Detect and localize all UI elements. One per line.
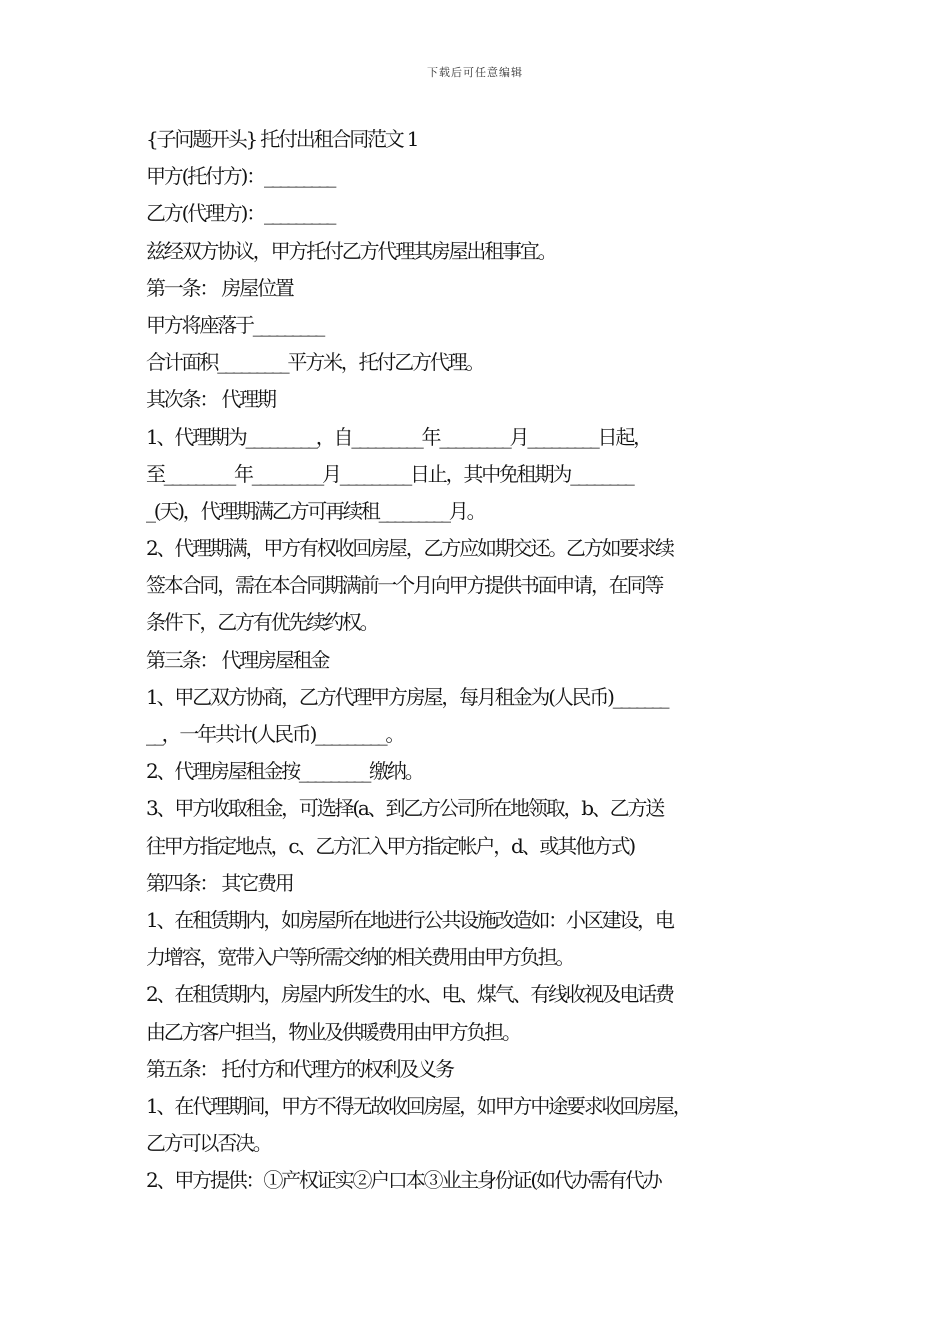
text-line: 乙方可以否决。	[146, 1131, 271, 1156]
text-line: 1、在代理期间，甲方不得无故收回房屋，如甲方中途要求收回房屋，	[146, 1093, 691, 1118]
text-line: 2、甲方提供：①产权证实②户口本③业主身份证(如代办需有代办	[146, 1168, 661, 1193]
party-b-line: 乙方(代理方)：_________	[146, 201, 335, 226]
text-line: 至_________年_________月_________日止，其中免租期为________	[146, 461, 633, 486]
text-line: 1、在租赁期内，如房屋所在地进行公共设施改造如：小区建设，电	[146, 907, 673, 932]
text-line: 往甲方指定地点，c、乙方汇入甲方指定帐户，d、或其他方式)	[146, 833, 635, 858]
text-line: 力增容，宽带入户等所需交纳的相关费用由甲方负担。	[146, 945, 574, 970]
text-line: 甲方将座落于_________	[146, 312, 323, 337]
text-line: _(天)，代理期满乙方可再续租_________月。	[146, 498, 485, 523]
article-heading: 第三条： 代理房屋租金	[146, 647, 329, 672]
text-line: 1、代理期为_________，自_________年_________月_________日起，	[146, 424, 651, 449]
contract-body	[146, 121, 826, 1199]
text-line: 2、代理房屋租金按_________缴纳。	[146, 759, 423, 784]
text-line: 2、代理期满，甲方有权收回房屋，乙方应如期交还。乙方如要求续	[146, 536, 673, 561]
article-heading: 其次条： 代理期	[146, 387, 275, 412]
text-line: __，一年共计(人民币)_________。	[146, 722, 404, 746]
article-heading: 第一条： 房屋位置	[146, 275, 293, 300]
text-line: 3、甲方收取租金，可选择(a、到乙方公司所在地领取，b、乙方送	[146, 796, 664, 821]
text-line: 合计面积_________平方米，托付乙方代理。	[146, 350, 484, 375]
text-line: 签本合同，需在本合同期满前一个月向甲方提供书面申请，在同等	[146, 573, 663, 598]
text-line: 1、甲乙双方协商，乙方代理甲方房屋，每月租金为(人民币)_______	[146, 684, 668, 709]
text-line: 条件下，乙方有优先续约权。	[146, 610, 378, 635]
article-heading: 第五条： 托付方和代理方的权利及义务	[146, 1056, 453, 1081]
party-a-line: 甲方(托付方)：_________	[146, 164, 335, 189]
page-header: 下载后可任意编辑	[427, 66, 523, 79]
contract-title: {子问题开头} 托付出租合同范文 1	[146, 127, 418, 151]
text-line: 兹经双方协议，甲方托付乙方代理其房屋出租事宜。	[146, 238, 556, 263]
article-heading: 第四条： 其它费用	[146, 870, 293, 895]
text-line: 2、在租赁期内，房屋内所发生的水、电、煤气、有线收视及电话费	[146, 982, 673, 1007]
text-line: 由乙方客户担当，物业及供暖费用由甲方负担。	[146, 1019, 520, 1044]
